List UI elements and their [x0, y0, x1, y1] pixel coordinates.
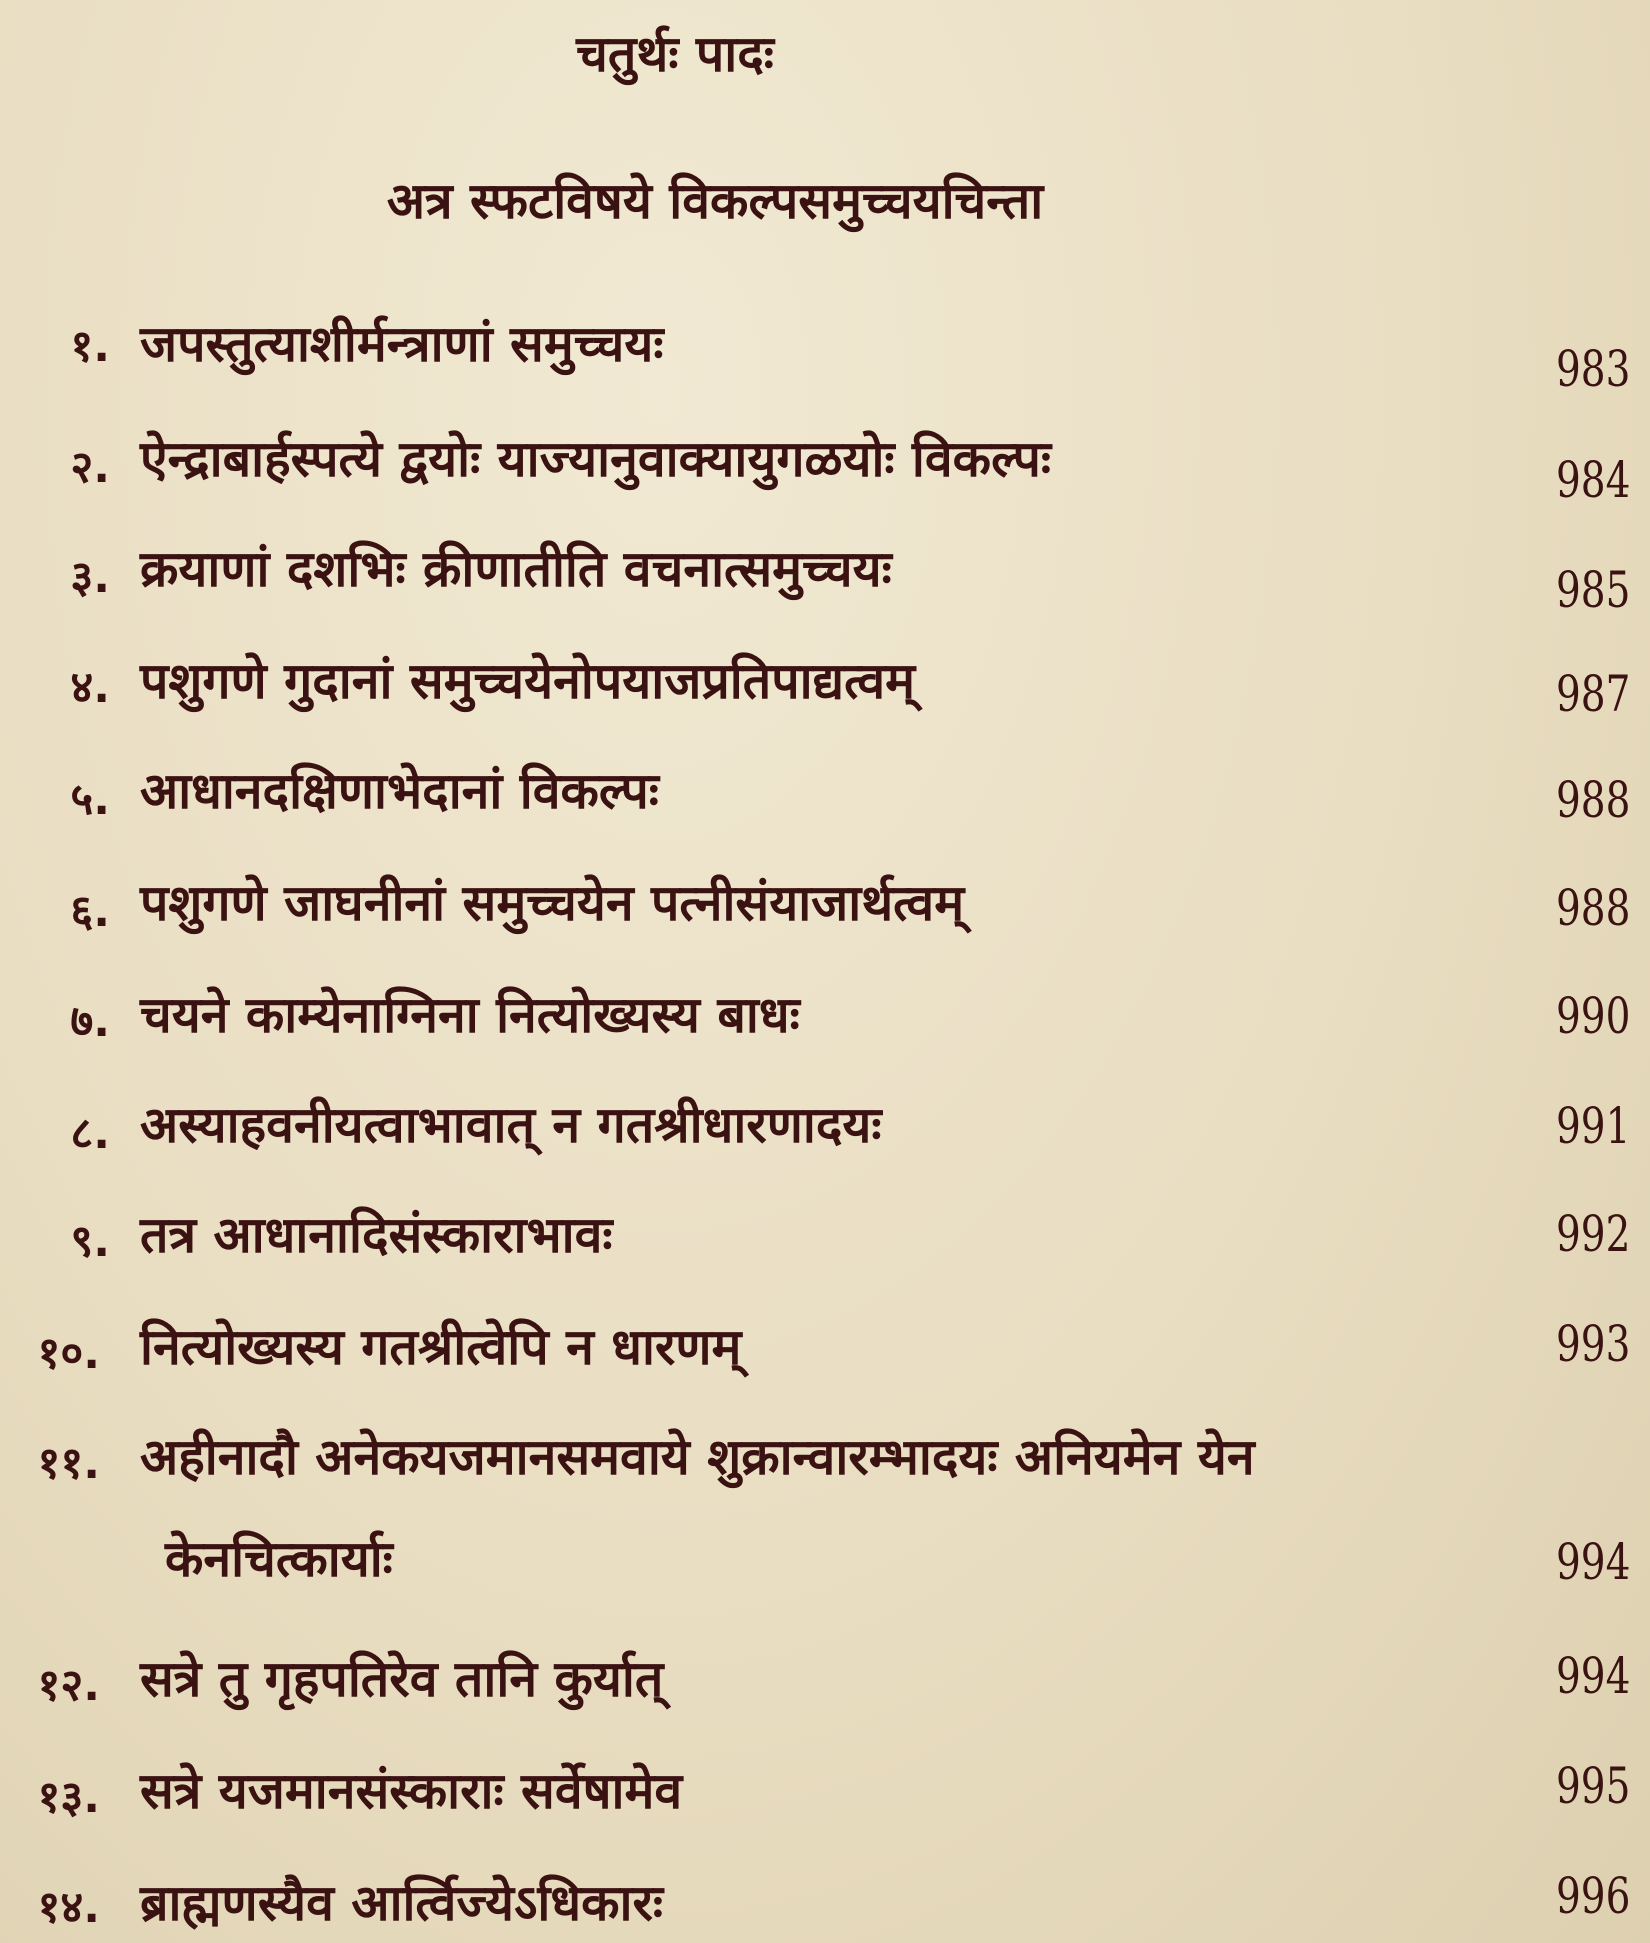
entry-page-number: 984: [1555, 451, 1630, 509]
entry-title: तत्र आधानादिसंस्काराभावः: [140, 1206, 613, 1264]
entry-page-number: 994: [1555, 1647, 1630, 1705]
section-subtitle: अत्र स्फटविषये विकल्पसमुच्चयचिन्ता: [386, 172, 1044, 230]
entry-title: पशुगणे गुदानां समुच्चयेनोपयाजप्रतिपाद्यत्वम्: [140, 652, 916, 710]
entry-number: ३.: [70, 552, 110, 603]
entry-title: पशुगणे जाघनीनां समुच्चयेन पत्नीसंयाजार्थत्वम्: [140, 874, 965, 932]
contents-entry: [0, 300, 1650, 410]
contents-entry: [0, 1075, 1650, 1185]
contents-entry: [0, 1735, 1650, 1845]
entry-number: ४.: [70, 662, 110, 713]
entry-page-number: 990: [1555, 987, 1630, 1045]
entry-page-number: 988: [1555, 771, 1630, 829]
contents-entry: [0, 965, 1650, 1075]
entry-number: १४.: [37, 1882, 100, 1933]
contents-entry: [0, 635, 1650, 745]
entry-title: ऐन्द्राबार्हस्पत्ये द्वयोः याज्यानुवाक्यायुगळयोः विकल्पः: [140, 430, 1052, 488]
entry-page-number: 991: [1555, 1097, 1630, 1155]
entry-number: १.: [70, 321, 110, 372]
contents-entry: [0, 1295, 1650, 1405]
entry-page-number: 994: [1555, 1533, 1630, 1591]
entry-title: सत्रे तु गृहपतिरेव तानि कुर्यात्: [140, 1650, 664, 1708]
contents-entry: [0, 415, 1650, 525]
entry-number: ७.: [70, 996, 110, 1047]
entry-number: १२.: [37, 1660, 100, 1711]
entry-title: चयने काम्येनाग्निना नित्योख्यस्य बाधः: [140, 986, 800, 1044]
entry-title: ब्राह्मणस्यैव आर्त्विज्येऽधिकारः: [140, 1874, 664, 1932]
entry-title: अस्याहवनीयत्वाभावात् न गतश्रीधारणादयः: [140, 1096, 882, 1154]
entry-title: क्रयाणां दशभिः क्रीणातीति वचनात्समुच्चयः: [140, 540, 892, 598]
contents-entry: [0, 1185, 1650, 1295]
entry-page-number: 992: [1555, 1205, 1630, 1263]
entry-number: १०.: [37, 1328, 100, 1379]
entry-page-number: 995: [1555, 1757, 1630, 1815]
entry-number: ८.: [70, 1108, 110, 1159]
entry-page-number: 993: [1555, 1315, 1630, 1373]
entry-title: आधानदक्षिणाभेदानां विकल्पः: [140, 762, 659, 820]
entry-page-number: 985: [1555, 561, 1630, 619]
entry-title: नित्योख्यस्य गतश्रीत्वेपि न धारणम्: [140, 1318, 742, 1376]
entry-number: ६.: [70, 886, 110, 937]
entry-page-number: 996: [1555, 1867, 1630, 1925]
contents-entry: [0, 1625, 1650, 1735]
entry-title: सत्रे यजमानसंस्काराः सर्वेषामेव: [140, 1762, 683, 1820]
entry-page-number: 983: [1555, 340, 1630, 398]
entry-page-number: 988: [1555, 879, 1630, 937]
contents-entry: [0, 1405, 1650, 1625]
entry-title-continuation: केनचित्कार्याः: [165, 1530, 393, 1588]
entry-number: १३.: [37, 1772, 100, 1823]
entry-number: ११.: [37, 1438, 100, 1489]
entry-title: जपस्तुत्याशीर्मन्त्राणां समुच्चयः: [140, 315, 664, 373]
entry-number: २.: [70, 442, 110, 493]
entry-number: ५.: [70, 774, 110, 825]
contents-entry: [0, 525, 1650, 635]
contents-entry: [0, 1845, 1650, 1943]
entry-page-number: 987: [1555, 665, 1630, 723]
contents-entry: [0, 855, 1650, 965]
entry-title: अहीनादौ अनेकयजमानसमवाये शुक्रान्वारम्भादयः अनियमेन येन: [140, 1428, 1255, 1486]
section-heading: चतुर्थः पादः: [576, 25, 774, 83]
contents-entry: [0, 745, 1650, 855]
entry-number: ९.: [70, 1216, 110, 1267]
